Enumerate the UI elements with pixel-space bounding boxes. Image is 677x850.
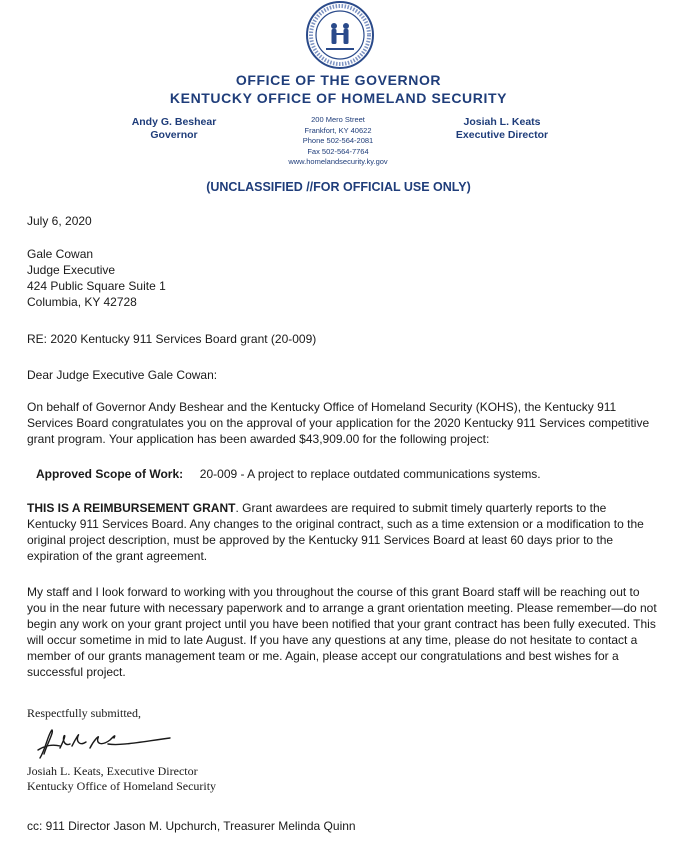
subject-line: RE: 2020 Kentucky 911 Services Board grant (20-009) bbox=[27, 332, 317, 346]
paragraph-award: On behalf of Governor Andy Beshear and the Kentucky Office of Homeland Security (KOHS), the Kentucky 911 Services Board congratulates you on the approval of your application for the 2020 Kentucky 911 Services competitive grant program. Your application has been awarded $43,909.00 for the following project: bbox=[27, 400, 650, 446]
signer-name: Josiah L. Keats, Executive Director bbox=[27, 764, 198, 778]
kohs-heading: KENTUCKY OFFICE OF HOMELAND SECURITY bbox=[169, 90, 508, 106]
state-seal-icon bbox=[298, 0, 382, 70]
address-phone: Phone 502-564-2081 bbox=[302, 136, 374, 145]
office-address-block bbox=[258, 115, 418, 168]
director-title: Executive Director bbox=[455, 129, 549, 141]
recipient-title: Judge Executive bbox=[27, 263, 116, 277]
governor-name: Andy G. Beshear bbox=[131, 116, 217, 128]
paragraph-reimbursement bbox=[27, 500, 657, 564]
signer-block bbox=[27, 764, 216, 794]
address-website: www.homelandsecurity.ky.gov bbox=[288, 157, 388, 166]
address-street: 200 Mero Street bbox=[311, 115, 365, 124]
governor-block bbox=[104, 116, 244, 142]
paragraph-closing-remarks: My staff and I look forward to working with you throughout the course of this grant Board staff will be reaching out to you in the near future with necessary paperwork and to arrange a grant orientation meeting. Please remember—do not begin any work on your grant project until you have been notified that your grant contract has been fully executed. This will occur sometime in mid to late August. If you have any questions at any time, please do not hesitate to contact a member of our grants management team or me. Again, please accept our congratulations and best wishes for a successful project. bbox=[27, 585, 657, 679]
signature-image bbox=[30, 724, 180, 766]
recipient-city: Columbia, KY 42728 bbox=[27, 295, 137, 309]
recipient-name: Gale Cowan bbox=[27, 247, 94, 261]
address-fax: Fax 502-564-7764 bbox=[307, 146, 369, 156]
closing-phrase: Respectfully submitted, bbox=[27, 706, 141, 720]
governor-title: Governor bbox=[150, 129, 198, 141]
signer-office: Kentucky Office of Homeland Security bbox=[27, 779, 217, 793]
scope-label: Approved Scope of Work: bbox=[36, 467, 184, 481]
office-of-governor-heading: OFFICE OF THE GOVERNOR bbox=[235, 72, 442, 88]
reimbursement-heading: THIS IS A REIMBURSEMENT GRANT bbox=[27, 501, 236, 515]
classification-banner: (UNCLASSIFIED //FOR OFFICIAL USE ONLY) bbox=[206, 180, 471, 194]
scope-of-work bbox=[36, 466, 666, 482]
cc-line: cc: 911 Director Jason M. Upchurch, Treasurer Melinda Quinn bbox=[27, 819, 356, 833]
scope-text: 20-009 - A project to replace outdated communications systems. bbox=[199, 467, 541, 481]
recipient-address bbox=[27, 246, 657, 310]
address-city: Frankfort, KY 40622 bbox=[304, 125, 372, 135]
director-name: Josiah L. Keats bbox=[463, 116, 541, 128]
salutation: Dear Judge Executive Gale Cowan: bbox=[27, 368, 218, 382]
letter-date: July 6, 2020 bbox=[27, 214, 92, 228]
director-block bbox=[432, 116, 572, 142]
recipient-street: 424 Public Square Suite 1 bbox=[27, 279, 166, 293]
reimbursement-text: . Grant awardees are required to submit timely quarterly reports to the Kentucky 911 Services Board. Any changes to the original contract, such as a time extension or a modification to the original project description, must be approved by the Kentucky 911 Services Board at least 60 days prior to the expiration of the grant agreement. bbox=[27, 501, 644, 563]
